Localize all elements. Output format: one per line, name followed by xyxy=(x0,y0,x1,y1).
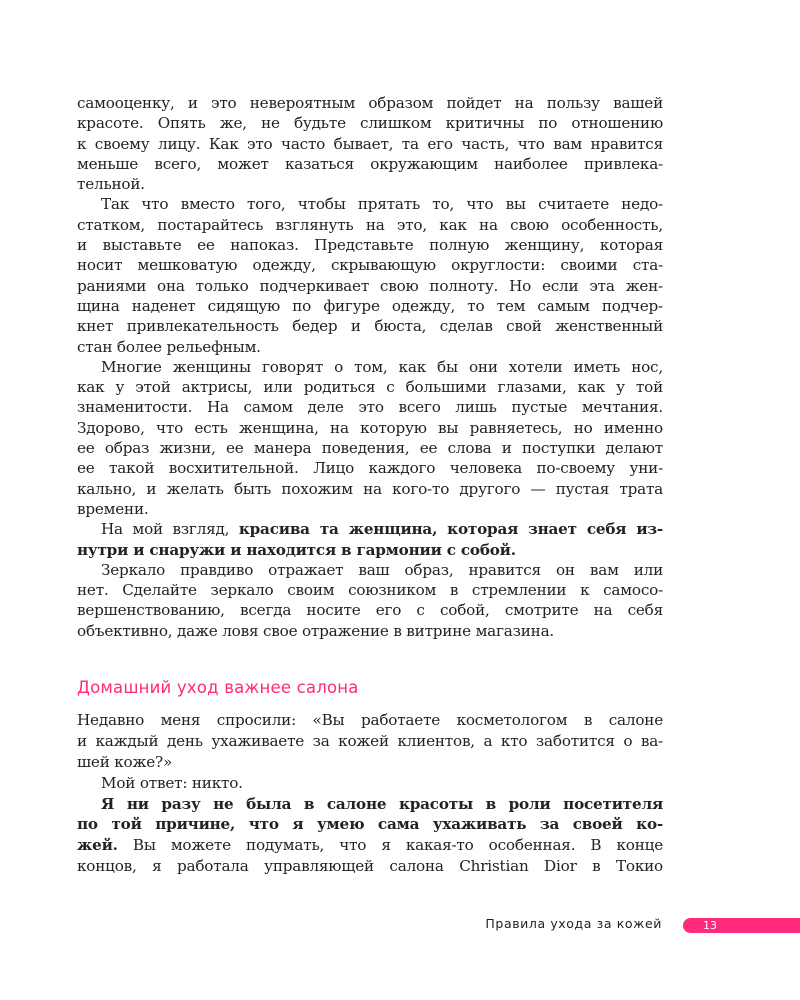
text-line xyxy=(77,215,663,235)
text-line xyxy=(77,540,663,560)
text-line xyxy=(77,600,663,620)
text-run: тельной. xyxy=(77,175,145,194)
text-line xyxy=(77,255,663,275)
text-line xyxy=(77,835,663,856)
text-run: Здорово, что есть женщина, на которую вы равняетесь, но именно xyxy=(77,418,663,437)
text-run: Зеркало правдиво отражает ваш образ, нравится он вам или xyxy=(101,560,663,579)
text-line xyxy=(77,560,663,580)
text-run: кнет привлекательность бедер и бюста, сделав свой женственный xyxy=(77,317,663,336)
text-run: времени. xyxy=(77,499,149,518)
text-run: Недавно меня спросили: «Вы работаете косметологом в салоне xyxy=(77,711,663,729)
running-title: Правила ухода за кожей xyxy=(485,916,662,931)
text-run: концов, я работала управляющей салона Christian Dior в Токио xyxy=(77,857,663,876)
text-run: стан более рельефным. xyxy=(77,337,261,356)
text-line xyxy=(77,710,663,731)
text-line xyxy=(77,499,663,519)
text-run: красоте. Опять же, не будьте слишком критичны по отношению xyxy=(77,114,663,133)
text-run: носит мешковатую одежду, скрывающую округлости: своими ста- xyxy=(77,256,663,275)
text-line xyxy=(77,174,663,194)
text-line xyxy=(77,113,663,133)
text-run: нет. Сделайте зеркало своим союзником в стремлении к самосо- xyxy=(77,581,663,600)
text-line xyxy=(77,377,663,397)
text-line xyxy=(77,93,663,113)
text-line xyxy=(77,621,663,641)
bold-text: Я ни разу не была в салоне красоты в роли посетителя xyxy=(101,794,663,813)
text-line xyxy=(77,479,663,499)
text-run: как у этой актрисы, или родиться с большими глазами, как у той xyxy=(77,378,663,397)
bold-text: красива та женщина, которая знает себя из- xyxy=(238,520,664,539)
text-line xyxy=(77,773,663,794)
text-run: статком, постарайтесь взглянуть на это, как на свою особенность, xyxy=(77,215,663,234)
text-line xyxy=(77,316,663,336)
text-line xyxy=(77,580,663,600)
text-line xyxy=(77,752,663,773)
text-line xyxy=(77,397,663,417)
text-line xyxy=(77,458,663,478)
text-run: Мой ответ: никто. xyxy=(101,773,243,792)
text-line xyxy=(77,276,663,296)
text-line xyxy=(77,134,663,154)
text-line xyxy=(77,731,663,752)
text-run: щина наденет сидящую по фигуре одежду, то тем самым подчер- xyxy=(77,296,663,315)
text-line xyxy=(77,357,663,377)
text-run: Так что вместо того, чтобы прятать то, что вы считаете недо- xyxy=(101,195,663,214)
text-line xyxy=(77,194,663,214)
text-line xyxy=(77,337,663,357)
text-run: знаменитости. На самом деле это всего лишь пустые мечтания. xyxy=(77,398,663,417)
text-run: Многие женщины говорят о том, как бы они хотели иметь нос, xyxy=(101,357,663,376)
text-run: и каждый день ухаживаете за кожей клиентов, а кто заботится о ва- xyxy=(77,731,663,750)
page-number-tab xyxy=(683,918,800,933)
text-run: ее образ жизни, ее манера поведения, ее слова и поступки делают xyxy=(77,439,663,458)
text-line xyxy=(77,418,663,438)
page-number: 13 xyxy=(703,919,717,932)
text-run: самооценку, и это невероятным образом пойдет на пользу вашей xyxy=(77,94,663,112)
text-line xyxy=(77,856,663,877)
text-line xyxy=(77,519,663,539)
bold-text: по той причине, что я умею сама ухаживать за своей ко- xyxy=(77,815,663,834)
text-run: вершенствованию, всегда носите его с собой, смотрите на себя xyxy=(77,601,663,620)
text-run: и выставьте ее напоказ. Представьте полную женщину, которая xyxy=(77,236,663,255)
text-run: кально, и желать быть похожим на кого-то другого — пустая трата xyxy=(77,479,663,498)
body-text-bottom xyxy=(77,710,663,877)
text-line xyxy=(77,235,663,255)
text-run: к своему лицу. Как это часто бывает, та его часть, что вам нравится xyxy=(77,134,663,153)
bold-text: жей. xyxy=(77,836,118,855)
text-run: На мой взгляд, xyxy=(101,520,239,539)
section-heading: Домашний уход важнее салона xyxy=(77,678,359,697)
text-run: Вы можете подумать, что я какая-то особенная. В конце xyxy=(117,836,663,855)
text-run: раниями она только подчеркивает свою полноту. Но если эта жен- xyxy=(77,276,663,295)
text-run: шей коже?» xyxy=(77,752,173,771)
bold-text: нутри и снаружи и находится в гармонии с собой. xyxy=(77,540,516,559)
text-run: объективно, даже ловя свое отражение в витрине магазина. xyxy=(77,621,555,640)
body-text-top xyxy=(77,93,663,641)
text-run: ее такой восхитительной. Лицо каждого человека по-своему уни- xyxy=(77,459,663,478)
text-line xyxy=(77,154,663,174)
text-line xyxy=(77,296,663,316)
text-line xyxy=(77,814,663,835)
text-line xyxy=(77,794,663,815)
text-line xyxy=(77,438,663,458)
text-run: меньше всего, может казаться окружающим наиболее привлека- xyxy=(77,154,663,173)
